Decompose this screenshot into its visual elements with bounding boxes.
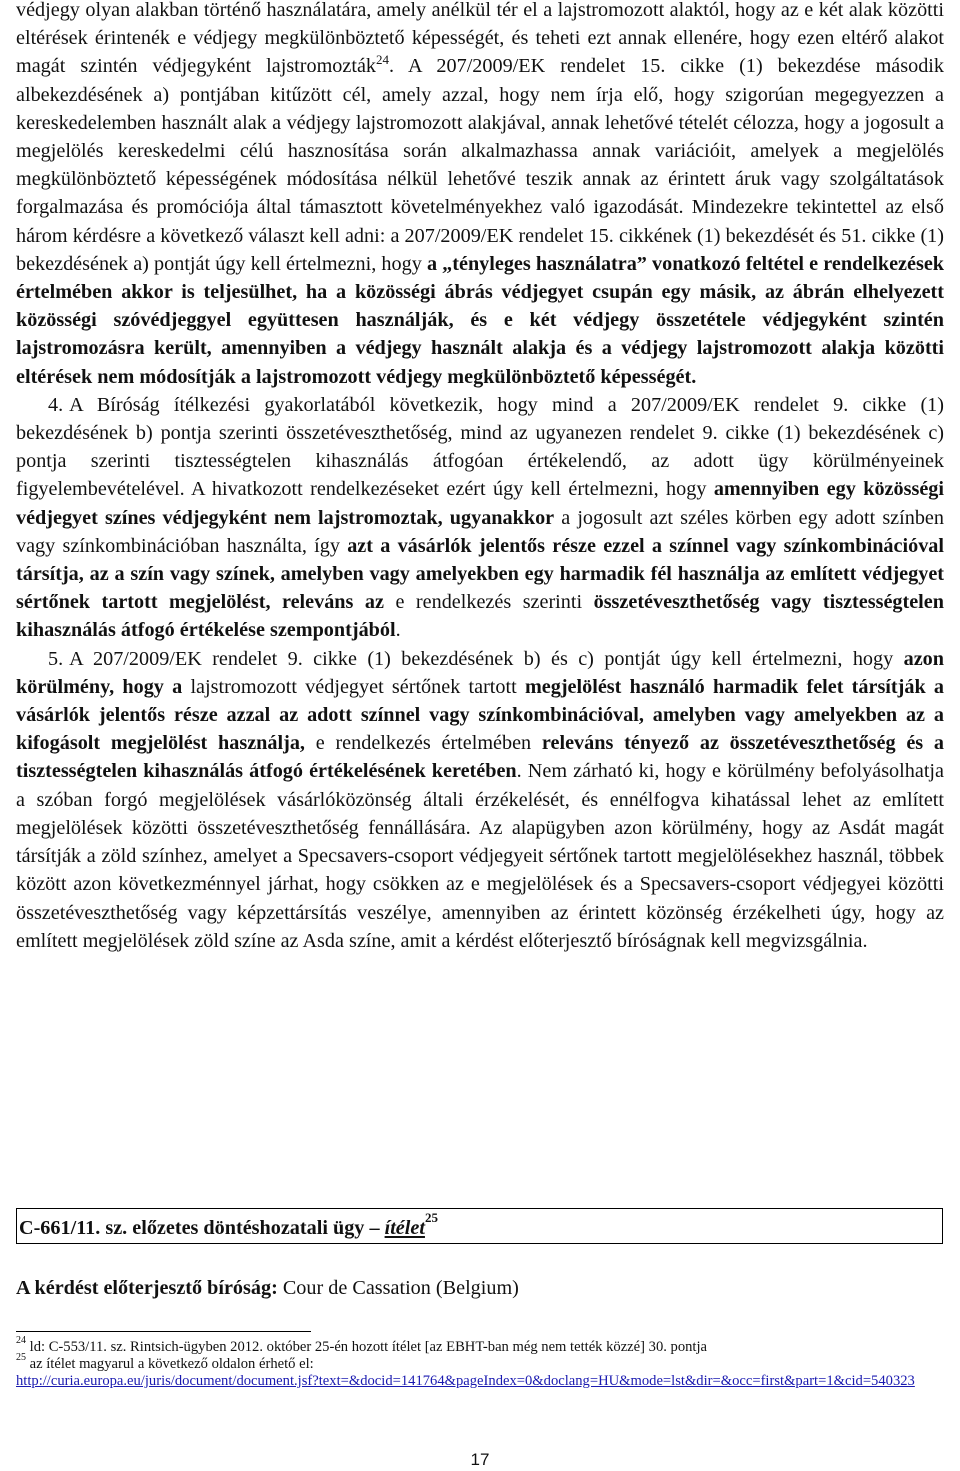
paragraph-3-continuation bbox=[16, 0, 944, 391]
referring-court-label: A kérdést előterjesztő bíróság: bbox=[16, 1277, 278, 1299]
footnote-24 bbox=[16, 1335, 944, 1356]
case-heading-judgment: ítélet bbox=[384, 1217, 425, 1239]
paragraph-number: 5. bbox=[48, 647, 64, 670]
paragraph-4 bbox=[16, 391, 944, 645]
document-body bbox=[16, 0, 944, 955]
bold-text-run: azt a vásárlók jelentős része ezzel a színnel vagy színkombinációval társítja, az a szín vagy színek, amelyben vagy amelyekben egy harmadik fél használja az említett védjegyet sértőnek tartott megjelölést, releváns az bbox=[16, 534, 944, 614]
text-run: A Bíróság ítélkezési gyakorlatából következik, hogy mind a 207/2009/EK rendelet 9. cikke (1) bekezdésének b) pontja szerinti összetéveszthetőség, mind az ugyanezen rendelet 9. cikke (1) bekezdésének c) pontja szerinti tisztességtelen kihasználás átfogóan értékelendő, az adott ügy körülményeinek figyelembevételével. A hivatkozott rendelkezéseket ezért úgy kell értelmezni, hogy bbox=[16, 393, 944, 501]
text-run: . A 207/2009/EK rendelet 15. cikke (1) bekezdése második albekezdésének a) pontjában kitűzött cél, amely azzal, hogy nem írja elő, hogy szigorúan megegyezzen a kereskedelemben használt alak a védjegy lajstromozott alakjával, annak lehetővé tételét célozza, hogy a jogosult a megjelölés kereskedelmi célú hasznosítása során alkalmazhassa annak variációit, amelyek a megjelölés megkülönböztető képességének módosítása nélkül lehetővé teszik annak az érintett áruk vagy szolgáltatások forgalmazása és promóciója által támasztott követelményekhez való igazodását. Mindezekre tekintettel az első három kérdésre a következő választ kell adni: a 207/2009/EK rendelet 15. cikkének (1) bekezdését és 51. cikke (1) bekezdésének a) pontját úgy kell értelmezni, hogy bbox=[16, 55, 944, 275]
footnote-text: az ítélet magyarul a következő oldalon érhető el: bbox=[26, 1356, 314, 1372]
text-run: e rendelkezés szerinti bbox=[383, 591, 594, 614]
footnote-ref-25[interactable]: 25 bbox=[424, 1210, 438, 1226]
footnote-number: 25 bbox=[16, 1352, 26, 1364]
footnotes bbox=[16, 1335, 944, 1390]
bold-text-run: azon körülmény, hogy a bbox=[16, 647, 944, 698]
referring-court-value: Cour de Cassation (Belgium) bbox=[277, 1277, 519, 1299]
footnote-25 bbox=[16, 1352, 944, 1373]
text-run: . Nem zárható ki, hogy e körülmény befolyásolhatja a szóban forgó megjelölések vásárlóközönség általi érzékelését, és ennélfogva kihatással lehet az említett megjelölések közötti összetéveszthetőség fennállására. Az alapügyben azon körülmény, hogy az Asdát magát társítják a zöld színhez, amelyet a Specsavers-csoport védjegyeit sértőnek tartott megjelölésekhez használ, többek között azon következménnyel járhat, hogy csökken az e megjelölések és a Specsavers-csoport védjegyei közötti összetéveszthetőség vagy képzettársítás veszélye, amennyiben az érintett közönség érzékelheti úgy, hogy az említett megjelölések zöld színe az Asda színe, amit a kérdést előterjesztő bíróságnak kell megvizsgálnia. bbox=[16, 760, 944, 952]
text-run: A 207/2009/EK rendelet 9. cikke (1) bekezdésének b) és c) pontját úgy kell értelmezni, hogy bbox=[69, 647, 904, 670]
text-run: lajstromozott védjegyet sértőnek tartott bbox=[182, 675, 525, 698]
case-heading-box bbox=[16, 1208, 943, 1244]
footnote-number: 24 bbox=[16, 1335, 26, 1347]
bold-text-run: a „tényleges használatra” vonatkozó feltétel e rendelkezések értelmében akkor is teljesülhet, ha a közösségi ábrás védjegyet csupán egy másik, az ábrán elhelyezett közösségi szóvédjeggyel együttesen használják, és e két védjegy összetétele védjegyként szintén lajstromozásra került, amennyiben a védjegy használt alakja és a védjegy lajstromozott alakja közötti eltérések nem módosítják a lajstromozott védjegy megkülönböztető képességét. bbox=[16, 252, 945, 388]
text-run: a jogosult azt széles körben egy adott színben vagy színkombinációban használta, így bbox=[16, 506, 944, 557]
case-heading-label: C-661/11. sz. előzetes döntéshozatali ügy – bbox=[19, 1217, 385, 1239]
footnote-separator bbox=[16, 1331, 311, 1332]
text-run: e rendelkezés értelmében bbox=[304, 732, 542, 755]
referring-court bbox=[16, 1276, 519, 1300]
footnote-25-link-line bbox=[16, 1373, 944, 1390]
paragraph-5 bbox=[16, 645, 944, 955]
bold-text-run: összetéveszthetőség vagy tisztességtelen kihasználás átfogó értékelése szempontjából bbox=[16, 591, 944, 642]
paragraph-number: 4. bbox=[48, 393, 64, 416]
footnote-ref-24[interactable]: 24 bbox=[376, 51, 390, 67]
bold-text-run: releváns tényező az összetéveszthetőség és a tisztességtelen kihasználás átfogó értékelésének keretében bbox=[16, 732, 945, 783]
bold-text-run: megjelölést használó harmadik felet társítják a vásárlók jelentős része azzal az adott színnel vagy színkombinációval, amelyben vagy amelyekben az a kifogásolt megjelölést használja, bbox=[16, 675, 945, 755]
text-run: védjegy olyan alakban történő használatára, amely anélkül tér el a lajstromozott alaktól, hogy az e két alak közötti eltérések érintenék e védjegy megkülönböztető képességét, és teheti ezt annak ellenére, hogy ezen eltérő alakot magát szintén védjegyként lajstromozták bbox=[16, 0, 944, 78]
text-run: . bbox=[395, 619, 401, 642]
bold-text-run: amennyiben egy közösségi védjegyet színes védjegyként nem lajstromoztak, ugyanakkor bbox=[16, 478, 944, 529]
curia-link[interactable]: http://curia.europa.eu/juris/document/document.jsf?text=&docid=141764&pageIndex=0&doclang=HU&mode=lst&dir=&occ=first&part=1&cid=540323 bbox=[16, 1373, 915, 1389]
page-number: 17 bbox=[470, 1450, 490, 1469]
footnote-text: ld: C-553/11. sz. Rintsich-ügyben 2012. október 25-én hozott ítélet [az EBHT-ban még nem tették közzé] 30. pontja bbox=[26, 1339, 708, 1355]
